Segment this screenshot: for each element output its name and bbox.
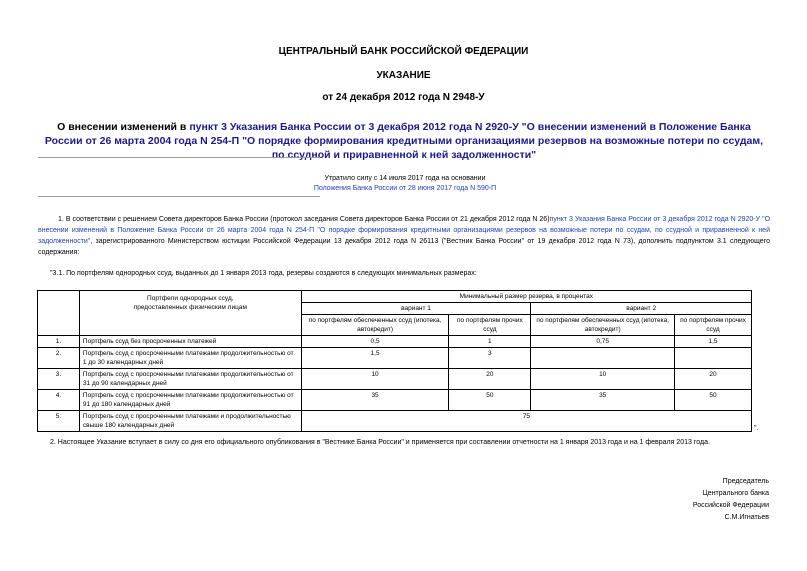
- row-number: 5.: [38, 411, 80, 432]
- paragraph-3: 2. Настоящее Указание вступает в силу со дня его официального опубликования в "Вестнике Банка России" и применяется при составлении отчетности на 1 января 2013 года и на 1 февраля 2013 года.: [50, 439, 710, 446]
- organization-heading: ЦЕНТРАЛЬНЫЙ БАНК РОССИЙСКОЙ ФЕДЕРАЦИИ: [278, 46, 529, 57]
- paragraph-1-link[interactable]: пункт 3 Указания Банка России от 3 декабря 2012 года N 2920-У "О внесении изменений в Положение Банка России от 26 марта 2004 года N 254-П "О порядке формирования кредитными организациями резервов на возможные потери по ссудам, по ссудной и приравненной к ней задолженности": [38, 216, 771, 245]
- signature-name: С.М.Игнатьев: [724, 514, 769, 521]
- header-other-2: по портфелям прочих ссуд: [675, 315, 752, 336]
- document-type-heading: УКАЗАНИЕ: [376, 70, 431, 81]
- table-row: [38, 348, 752, 369]
- row-name: Портфель ссуд без просроченных платежей: [79, 336, 301, 348]
- row-name: Портфель ссуд с просроченными платежами продолжительностью от 31 до 90 календарных дней: [79, 369, 301, 390]
- reserve-table: [37, 290, 752, 432]
- title-prefix: О внесении изменений в: [57, 121, 190, 133]
- row-value: 10: [531, 369, 675, 390]
- divider-bottom: [38, 196, 320, 197]
- row-name: Портфель ссуд с просроченными платежами продолжительностью от 91 до 180 календарных дней: [79, 390, 301, 411]
- table-row: [38, 411, 752, 432]
- signature-line: Председатель: [722, 478, 769, 485]
- row-value: 1,5: [675, 336, 752, 348]
- header-secured-2: по портфелям обеспеченных ссуд (ипотека, автокредит): [531, 315, 675, 336]
- signature-line: Российской Федерации: [692, 502, 769, 509]
- document-date-heading: от 24 декабря 2012 года N 2948-У: [322, 92, 485, 103]
- header-variant-1: вариант 1: [301, 303, 531, 315]
- row-value: [675, 348, 752, 369]
- row-value: 0,5: [301, 336, 449, 348]
- status-note: [270, 174, 540, 194]
- status-line: Утратило силу с 14 июля 2017 года на основании: [324, 175, 486, 182]
- row-value: [531, 348, 675, 369]
- row-value: 10: [301, 369, 449, 390]
- header-min-reserve: Минимальный размер резерва, в процентах: [301, 291, 751, 303]
- paragraph-2: "3.1. По портфелям однородных ссуд, выданных до 1 января 2013 года, резервы создаются в следующих минимальных размерах:: [50, 270, 477, 277]
- row-number: 3.: [38, 369, 80, 390]
- header-num-cell: [38, 291, 80, 336]
- header-variant-2: вариант 2: [531, 303, 752, 315]
- table-row: [38, 369, 752, 390]
- row-value: 35: [301, 390, 449, 411]
- divider-top: [38, 157, 320, 158]
- signature-line: Центрального банка: [702, 490, 769, 497]
- row-number: 2.: [38, 348, 80, 369]
- header-portfolio: Портфели однородных ссуд, предоставленных физическим лицам: [79, 291, 301, 336]
- signature-block: [569, 476, 769, 524]
- closing-quote-mark: ".: [754, 425, 759, 432]
- row-value: 1,5: [301, 348, 449, 369]
- document-title: [44, 120, 764, 162]
- row-value: 20: [675, 369, 752, 390]
- title-link[interactable]: пункт 3 Указания Банка России от 3 декабря 2012 года N 2920-У "О внесении изменений в Положение Банка России от 26 марта 2004 года N 254-П "О порядке формирования кредитными организациями резервов на возможные потери по ссудам, по ссудной и приравненной к ней задолженности": [44, 121, 764, 161]
- row-number: 4.: [38, 390, 80, 411]
- row-value: 1: [449, 336, 531, 348]
- row-value: 50: [449, 390, 531, 411]
- row-value: 50: [675, 390, 752, 411]
- table-row: [38, 336, 752, 348]
- header-secured-1: по портфелям обеспеченных ссуд (ипотека, автокредит): [301, 315, 449, 336]
- row-value: 20: [449, 369, 531, 390]
- row-name: Портфель ссуд с просроченными платежами продолжительностью от 1 до 30 календарных дней: [79, 348, 301, 369]
- table-row: [38, 390, 752, 411]
- status-link[interactable]: Положения Банка России от 28 июня 2017 года N 590-П: [313, 185, 497, 192]
- row-value-merged: 75: [301, 411, 751, 432]
- paragraph-1-text-b: , зарегистрированного Министерством юстиции Российской Федерации 13 декабря 2012 года N 26113 ("Вестник Банка России" от 19 декабря 2012 года N 73), дополнить подпунктом 3.1 следующего содержания:: [38, 238, 770, 256]
- row-value: 3: [449, 348, 531, 369]
- row-name: Портфель ссуд с просроченными платежами и продолжительностью свыше 180 календарных дней: [79, 411, 301, 432]
- row-number: 1.: [38, 336, 80, 348]
- row-value: 0,75: [531, 336, 675, 348]
- header-other-1: по портфелям прочих ссуд: [449, 315, 531, 336]
- paragraph-1-text-a: 1. В соответствии с решением Совета директоров Банка России (протокол заседания Совета директоров Банка России от 21 декабря 2012 года N 26): [58, 216, 550, 223]
- paragraph-1: [38, 214, 770, 258]
- row-value: 35: [531, 390, 675, 411]
